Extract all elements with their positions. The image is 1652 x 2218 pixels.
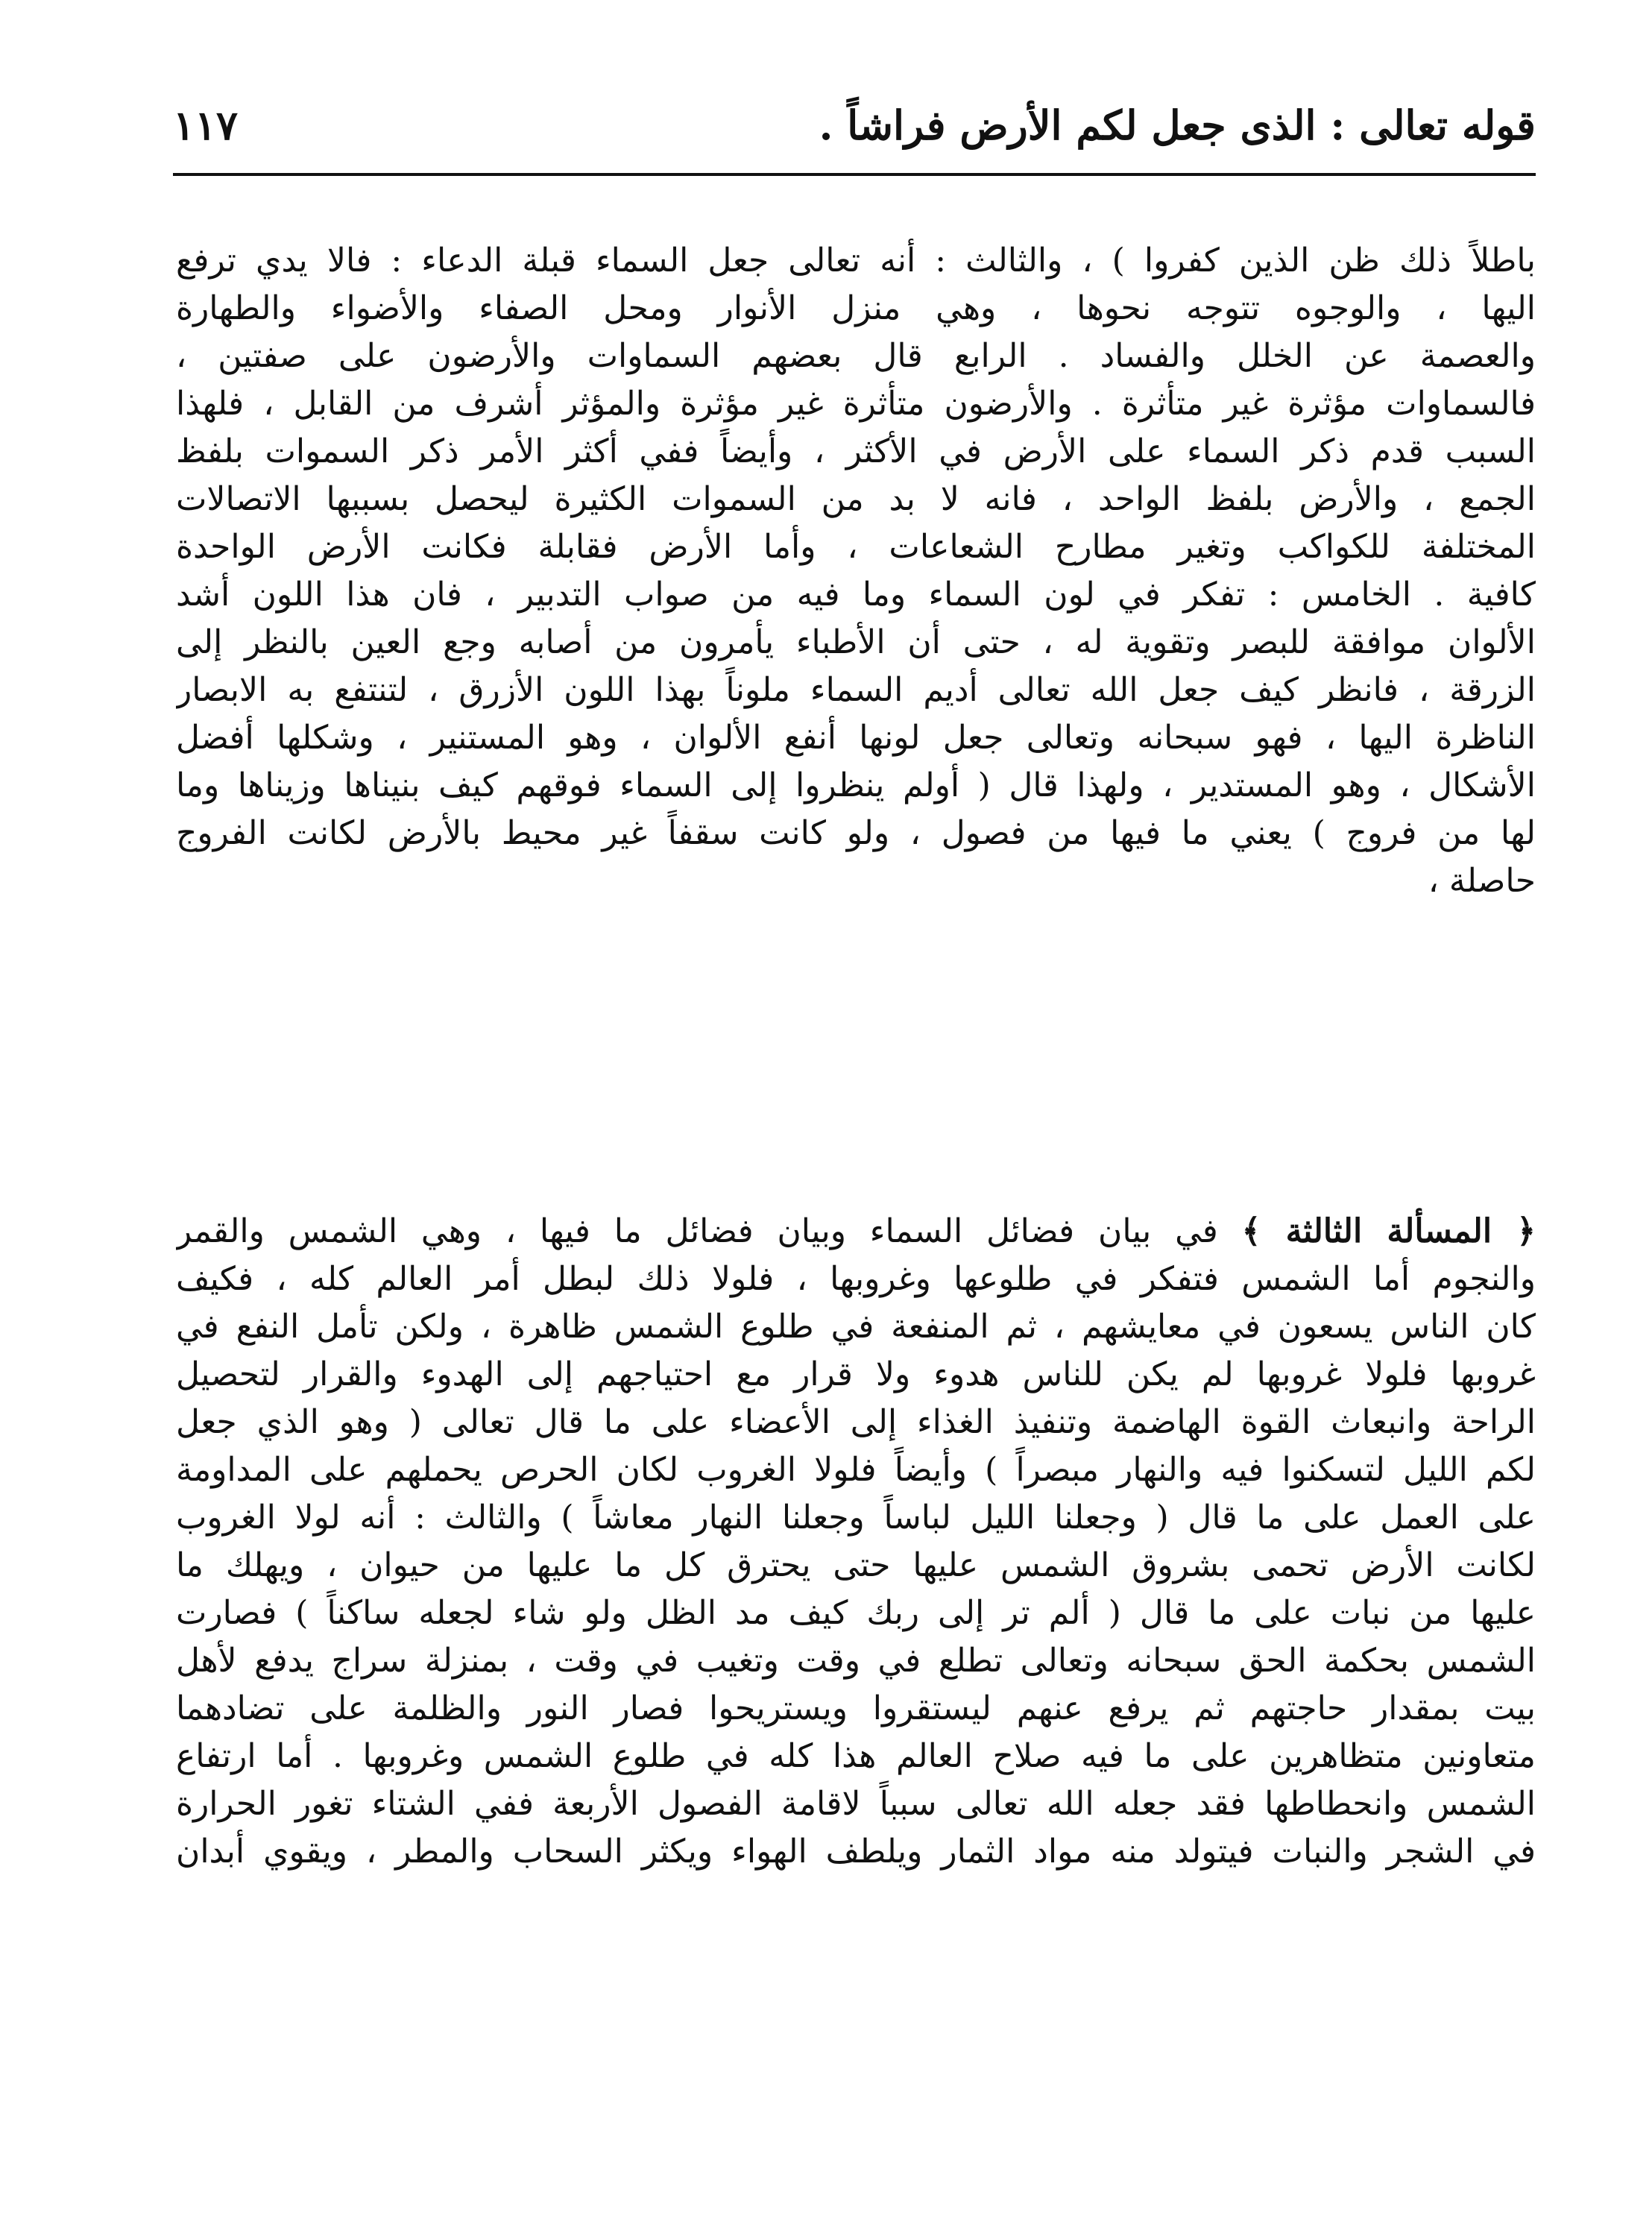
- text-line: المختلفة للكواكب وتغير مطارح الشعاعات ، وأما الأرض فقابلة فكانت الأرض الواحدة: [176, 528, 1536, 566]
- text-line: على العمل على ما قال ( وجعلنا الليل لباساً وجعلنا النهار معاشاً ) والثالث : أنه لولا الغروب: [176, 1499, 1536, 1537]
- text-line: الشمس وانحطاطها فقد جعله الله تعالى سبباً لاقامة الفصول الأربعة ففي الشتاء تغور الحرارة: [176, 1785, 1536, 1823]
- text-line: الشمس بحكمة الحق سبحانه وتعالى تطلع في وقت وتغيب في وقت ، بمنزلة سراج يدفع لأهل: [176, 1642, 1536, 1680]
- text-line: الألوان موافقة للبصر وتقوية له ، حتى أن الأطباء يأمرون من أصابه وجع العين بالنظر إلى: [176, 623, 1536, 661]
- header-divider: [173, 173, 1536, 176]
- text-line: غروبها فلولا غروبها لم يكن للناس هدوء ولا قرار مع احتياجهم إلى الهدوء والقرار لتحصيل: [176, 1355, 1536, 1393]
- text-line: الناظرة اليها ، فهو سبحانه وتعالى جعل لونها أنفع الألوان ، وهو المستنير ، وشكلها أفضل: [176, 719, 1536, 757]
- page-number: ١١٧: [173, 101, 239, 149]
- text-line: كان الناس يسعون في معايشهم ، ثم المنفعة في طلوع الشمس ظاهرة ، ولكن تأمل النفع في: [176, 1308, 1536, 1346]
- text-line: السبب قدم ذكر السماء على الأرض في الأكثر ، وأيضاً ففي أكثر الأمر ذكر السموات بلفظ: [176, 432, 1536, 470]
- text-line: عليها من نبات على ما قال ( ألم تر إلى ربك كيف مد الظل ولو شاء لجعله ساكناً ) فصارت: [176, 1594, 1536, 1632]
- text-line: لها من فروج ) يعني ما فيها من فصول ، ولو كانت سقفاً غير محيط بالأرض لكانت الفروج: [176, 814, 1536, 852]
- text-line: والعصمة عن الخلل والفساد . الرابع قال بعضهم السماوات والأرضون على صفتين ،: [176, 337, 1536, 375]
- text-line: حاصلة ،: [1428, 862, 1536, 900]
- text-line: بيت بمقدار حاجتهم ثم يرفع عنهم ليستقروا ويستريحوا فصار النور والظلمة على تضادهما: [176, 1689, 1536, 1727]
- text-line: متعاونين متظاهرين على ما فيه صلاح العالم هذا كله في طلوع الشمس وغروبها . أما ارتفاع: [176, 1737, 1536, 1775]
- header-title: قوله تعالى : الذى جعل لكم الأرض فراشاً .: [819, 101, 1536, 149]
- text-line-rest: في بيان فضائل السماء وبيان فضائل ما فيها ، وهي الشمس والقمر: [176, 1212, 1218, 1250]
- text-line-with-heading: [176, 1208, 1536, 1255]
- text-line: والنجوم أما الشمس فتفكر في طلوعها وغروبها ، فلولا ذلك لبطل أمر العالم كله ، فكيف: [176, 1260, 1536, 1298]
- text-line: الأشكال ، وهو المستدير ، ولهذا قال ( أولم ينظروا إلى السماء فوقهم كيف بنيناها وزيناها وما: [176, 766, 1536, 804]
- text-line: الراحة وانبعاث القوة الهاضمة وتنفيذ الغذاء إلى الأعضاء على ما قال تعالى ( وهو الذي جعل: [176, 1403, 1536, 1441]
- running-header: [173, 95, 1536, 155]
- text-line: لكم الليل لتسكنوا فيه والنهار مبصراً ) وأيضاً فلولا الغروب لكان الحرص يحملهم على المداومة: [176, 1451, 1536, 1489]
- section-heading: ﴿ المسألة الثالثة ﴾: [1241, 1212, 1536, 1250]
- paragraph-2: [176, 1208, 1536, 1876]
- text-line: اليها ، والوجوه تتوجه نحوها ، وهي منزل الأنوار ومحل الصفاء والأضواء والطهارة: [176, 289, 1536, 327]
- paragraph-1: [176, 237, 1536, 905]
- text-line: باطلاً ذلك ظن الذين كفروا ) ، والثالث : أنه تعالى جعل السماء قبلة الدعاء : فالا يدي ترفع: [176, 242, 1536, 280]
- text-line: كافية . الخامس : تفكر في لون السماء وما فيه من صواب التدبير ، فان هذا اللون أشد: [176, 576, 1536, 614]
- text-line: الزرقة ، فانظر كيف جعل الله تعالى أديم السماء ملوناً بهذا اللون الأزرق ، لتنتفع به الابصار: [176, 671, 1536, 709]
- text-line: في الشجر والنبات فيتولد منه مواد الثمار ويلطف الهواء ويكثر السحاب والمطر ، ويقوي أبدان: [176, 1833, 1536, 1871]
- text-line: الجمع ، والأرض بلفظ الواحد ، فانه لا بد من السموات الكثيرة ليحصل بسببها الاتصالات: [176, 480, 1536, 518]
- text-line: لكانت الأرض تحمى بشروق الشمس عليها حتى يحترق كل ما عليها من حيوان ، ويهلك ما: [176, 1546, 1536, 1584]
- text-line: فالسماوات مؤثرة غير متأثرة . والأرضون متأثرة غير مؤثرة والمؤثر أشرف من القابل ، فلهذا: [176, 385, 1536, 423]
